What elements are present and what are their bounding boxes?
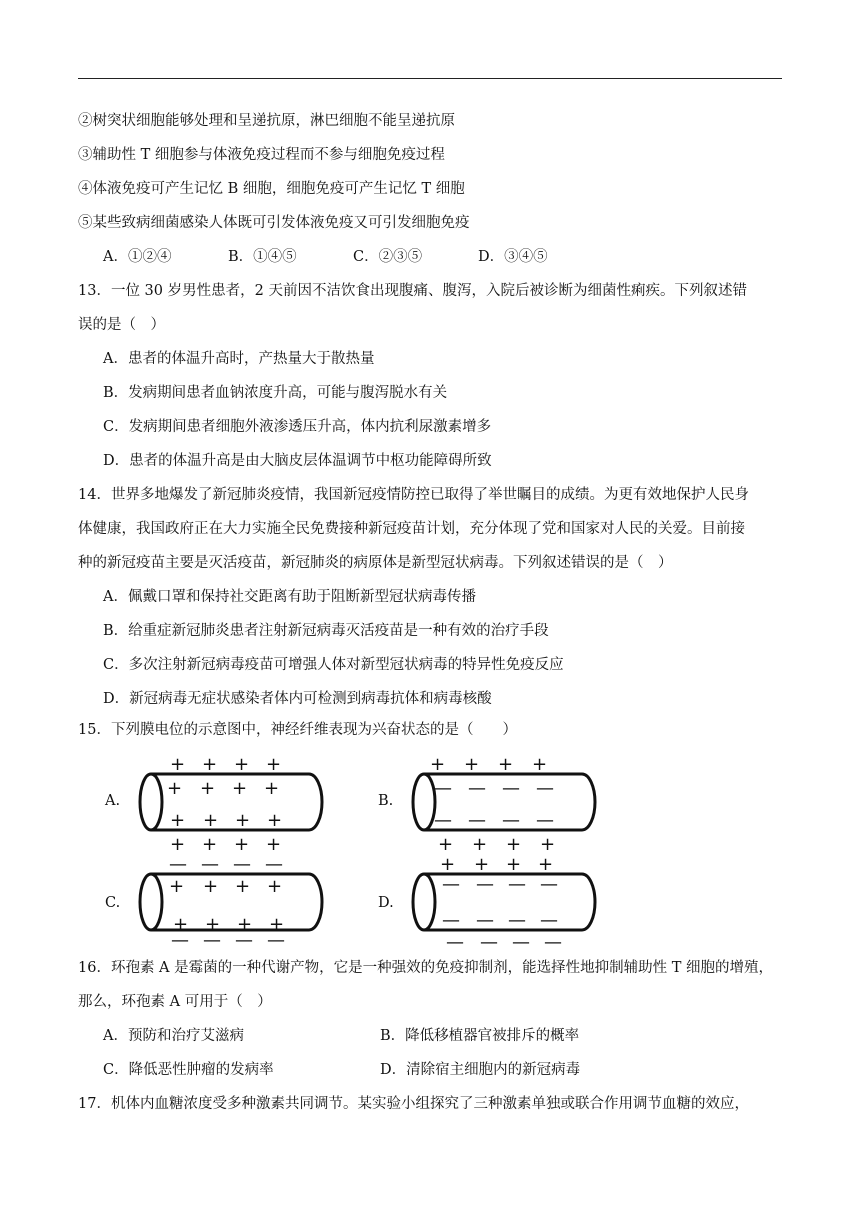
q15-stem: 15．下列膜电位的示意图中，神经纤维表现为兴奋状态的是（ ） — [78, 722, 517, 738]
diagram-a-outer-top-plus — [170, 754, 281, 775]
svg-text:+: + — [269, 914, 285, 935]
svg-text:+: + — [506, 854, 522, 875]
q16-options-row1 — [103, 1026, 657, 1046]
svg-text:—: — — [434, 810, 452, 831]
q12-option-b: B．①④⑤ — [228, 249, 297, 265]
q14-option-c: C．多次注射新冠病毒疫苗可增强人体对新型冠状病毒的特异性免疫反应 — [103, 657, 564, 673]
svg-text:+: + — [167, 778, 183, 799]
svg-text:+: + — [540, 834, 556, 855]
svg-text:+: + — [430, 754, 446, 775]
diagram-b-inner-bottom-minus — [434, 810, 554, 831]
q17-stem-line1: 17．机体内血糖浓度受多种激素共同调节。某实验小组探究了三种激素单独或联合作用调节血糖的效应， — [78, 1096, 749, 1112]
q14-stem-line2: 体健康，我国政府正在大力实施全民免费接种新冠疫苗计划，充分体现了党和国家对人民的关爱。目前接 — [78, 521, 745, 537]
svg-text:—: — — [446, 932, 464, 953]
svg-text:+: + — [173, 914, 189, 935]
diagram-a — [135, 752, 335, 855]
svg-text:+: + — [232, 778, 248, 799]
svg-text:+: + — [506, 834, 522, 855]
svg-text:—: — — [476, 874, 494, 895]
svg-text:+: + — [205, 914, 221, 935]
svg-text:+: + — [464, 754, 480, 775]
diagram-a-inner-top-plus — [167, 778, 279, 799]
svg-text:+: + — [474, 854, 490, 875]
svg-text:—: — — [235, 930, 253, 951]
diagram-d-inner-bottom-minus — [442, 910, 558, 931]
svg-text:—: — — [508, 910, 526, 931]
prev-item-3: ③辅助性 T 细胞参与体液免疫过程而不参与细胞免疫过程 — [78, 147, 445, 163]
svg-text:—: — — [201, 854, 219, 875]
q16-stem-line1: 16．环孢素 A 是霉菌的一种代谢产物，它是一种强效的免疫抑制剂，能选择性地抑制辅助性 T 细胞的增殖， — [78, 960, 774, 976]
prev-item-2: ②树突状细胞能够处理和呈递抗原，淋巴细胞不能呈递抗原 — [78, 113, 455, 129]
svg-text:+: + — [438, 834, 454, 855]
svg-text:+: + — [169, 876, 185, 897]
q14-stem-line1: 14．世界多地爆发了新冠肺炎疫情，我国新冠疫情防控已取得了举世瞩目的成绩。为更有效地保护人民身 — [78, 487, 749, 503]
svg-text:+: + — [202, 834, 218, 855]
q15-label-c: C. — [105, 895, 121, 911]
svg-text:—: — — [480, 932, 498, 953]
svg-text:+: + — [203, 876, 219, 897]
q13-option-b: B．发病期间患者血钠浓度升高，可能与腹泻脱水有关 — [103, 385, 448, 401]
svg-text:—: — — [476, 910, 494, 931]
prev-item-4: ④体液免疫可产生记忆 B 细胞，细胞免疫可产生记忆 T 细胞 — [78, 181, 465, 197]
diagram-d-outer-top-plus — [440, 854, 553, 875]
svg-text:—: — — [502, 810, 520, 831]
svg-text:—: — — [265, 854, 283, 875]
diagram-c-outer-top-minus — [169, 854, 283, 875]
svg-text:—: — — [536, 810, 554, 831]
prev-item-5: ⑤某些致病细菌感染人体既可引发体液免疫又可引发细胞免疫 — [78, 215, 470, 231]
q13-option-d: D．患者的体温升高是由大脑皮层体温调节中枢功能障碍所致 — [103, 453, 492, 469]
svg-text:+: + — [234, 834, 250, 855]
q16-stem-line2: 那么，环孢素 A 可用于（ ） — [78, 994, 272, 1010]
svg-text:+: + — [200, 778, 216, 799]
svg-text:—: — — [540, 874, 558, 895]
svg-text:—: — — [502, 778, 520, 799]
svg-text:—: — — [442, 910, 460, 931]
diagram-d-inner-top-minus — [442, 874, 558, 895]
svg-text:—: — — [468, 778, 486, 799]
diagram-a-inner-bottom-plus — [170, 810, 282, 831]
q15-label-a: A. — [105, 793, 121, 809]
svg-text:—: — — [540, 910, 558, 931]
svg-text:+: + — [235, 876, 251, 897]
svg-text:—: — — [544, 932, 562, 953]
q14-option-d: D．新冠病毒无症状感染者体内可检测到病毒抗体和病毒核酸 — [103, 691, 492, 707]
diagram-b-inner-top-minus — [434, 778, 554, 799]
q15-label-d: D. — [378, 895, 394, 911]
svg-text:+: + — [170, 810, 186, 831]
diagram-d-outer-bottom-minus — [446, 932, 562, 953]
diagram-d — [408, 852, 608, 952]
q16-options-row2 — [103, 1060, 657, 1080]
svg-text:—: — — [171, 930, 189, 951]
diagram-c — [135, 852, 335, 952]
svg-text:+: + — [538, 854, 554, 875]
svg-text:—: — — [508, 874, 526, 895]
svg-text:+: + — [202, 754, 218, 775]
svg-text:+: + — [267, 876, 283, 897]
q13-option-a: A．患者的体温升高时，产热量大于散热量 — [103, 351, 375, 367]
q16-option-b: B．降低移植器官被排斥的概率 — [380, 1028, 580, 1044]
q16-option-c: C．降低恶性肿瘤的发病率 — [103, 1062, 274, 1078]
svg-text:—: — — [267, 930, 285, 951]
q12-options — [103, 247, 603, 267]
svg-text:+: + — [266, 754, 282, 775]
svg-text:—: — — [233, 854, 251, 875]
svg-text:+: + — [170, 834, 186, 855]
q12-option-c: C．②③⑤ — [353, 249, 423, 265]
q15-label-b: B. — [378, 793, 394, 809]
q13-stem-line2: 误的是（ ） — [78, 317, 165, 333]
svg-text:—: — — [203, 930, 221, 951]
diagram-c-outer-bottom-minus — [171, 930, 285, 951]
diagram-b-outer-top-plus — [430, 754, 547, 775]
svg-text:+: + — [532, 754, 548, 775]
q12-option-d: D．③④⑤ — [478, 249, 548, 265]
svg-text:—: — — [536, 778, 554, 799]
q14-stem-line3: 种的新冠疫苗主要是灭活疫苗，新冠肺炎的病原体是新型冠状病毒。下列叙述错误的是（ ） — [78, 555, 673, 571]
q13-option-c: C．发病期间患者细胞外液渗透压升高，体内抗利尿激素增多 — [103, 419, 492, 435]
svg-text:+: + — [264, 778, 280, 799]
diagram-b — [408, 752, 608, 855]
q12-option-a: A．①②④ — [103, 249, 172, 265]
svg-text:+: + — [498, 754, 514, 775]
svg-text:+: + — [203, 810, 219, 831]
svg-text:—: — — [169, 854, 187, 875]
svg-text:—: — — [468, 810, 486, 831]
diagram-c-inner-top-plus — [169, 876, 282, 897]
svg-text:+: + — [440, 854, 456, 875]
q14-option-a: A．佩戴口罩和保持社交距离有助于阻断新型冠状病毒传播 — [103, 589, 476, 605]
svg-text:+: + — [235, 810, 251, 831]
svg-text:—: — — [442, 874, 460, 895]
svg-text:+: + — [472, 834, 488, 855]
header-rule — [78, 78, 782, 79]
svg-text:+: + — [170, 754, 186, 775]
q16-option-a: A．预防和治疗艾滋病 — [103, 1028, 244, 1044]
q16-option-d: D．清除宿主细胞内的新冠病毒 — [380, 1062, 581, 1078]
q14-option-b: B．给重症新冠肺炎患者注射新冠病毒灭活疫苗是一种有效的治疗手段 — [103, 623, 549, 639]
svg-text:+: + — [267, 810, 283, 831]
svg-text:—: — — [434, 778, 452, 799]
q13-stem-line1: 13．一位 30 岁男性患者，2 天前因不洁饮食出现腹痛、腹泻，入院后被诊断为细菌性痢疾。下列叙述错 — [78, 283, 747, 299]
svg-text:—: — — [512, 932, 530, 953]
svg-text:+: + — [234, 754, 250, 775]
svg-text:+: + — [237, 914, 253, 935]
svg-text:+: + — [266, 834, 282, 855]
